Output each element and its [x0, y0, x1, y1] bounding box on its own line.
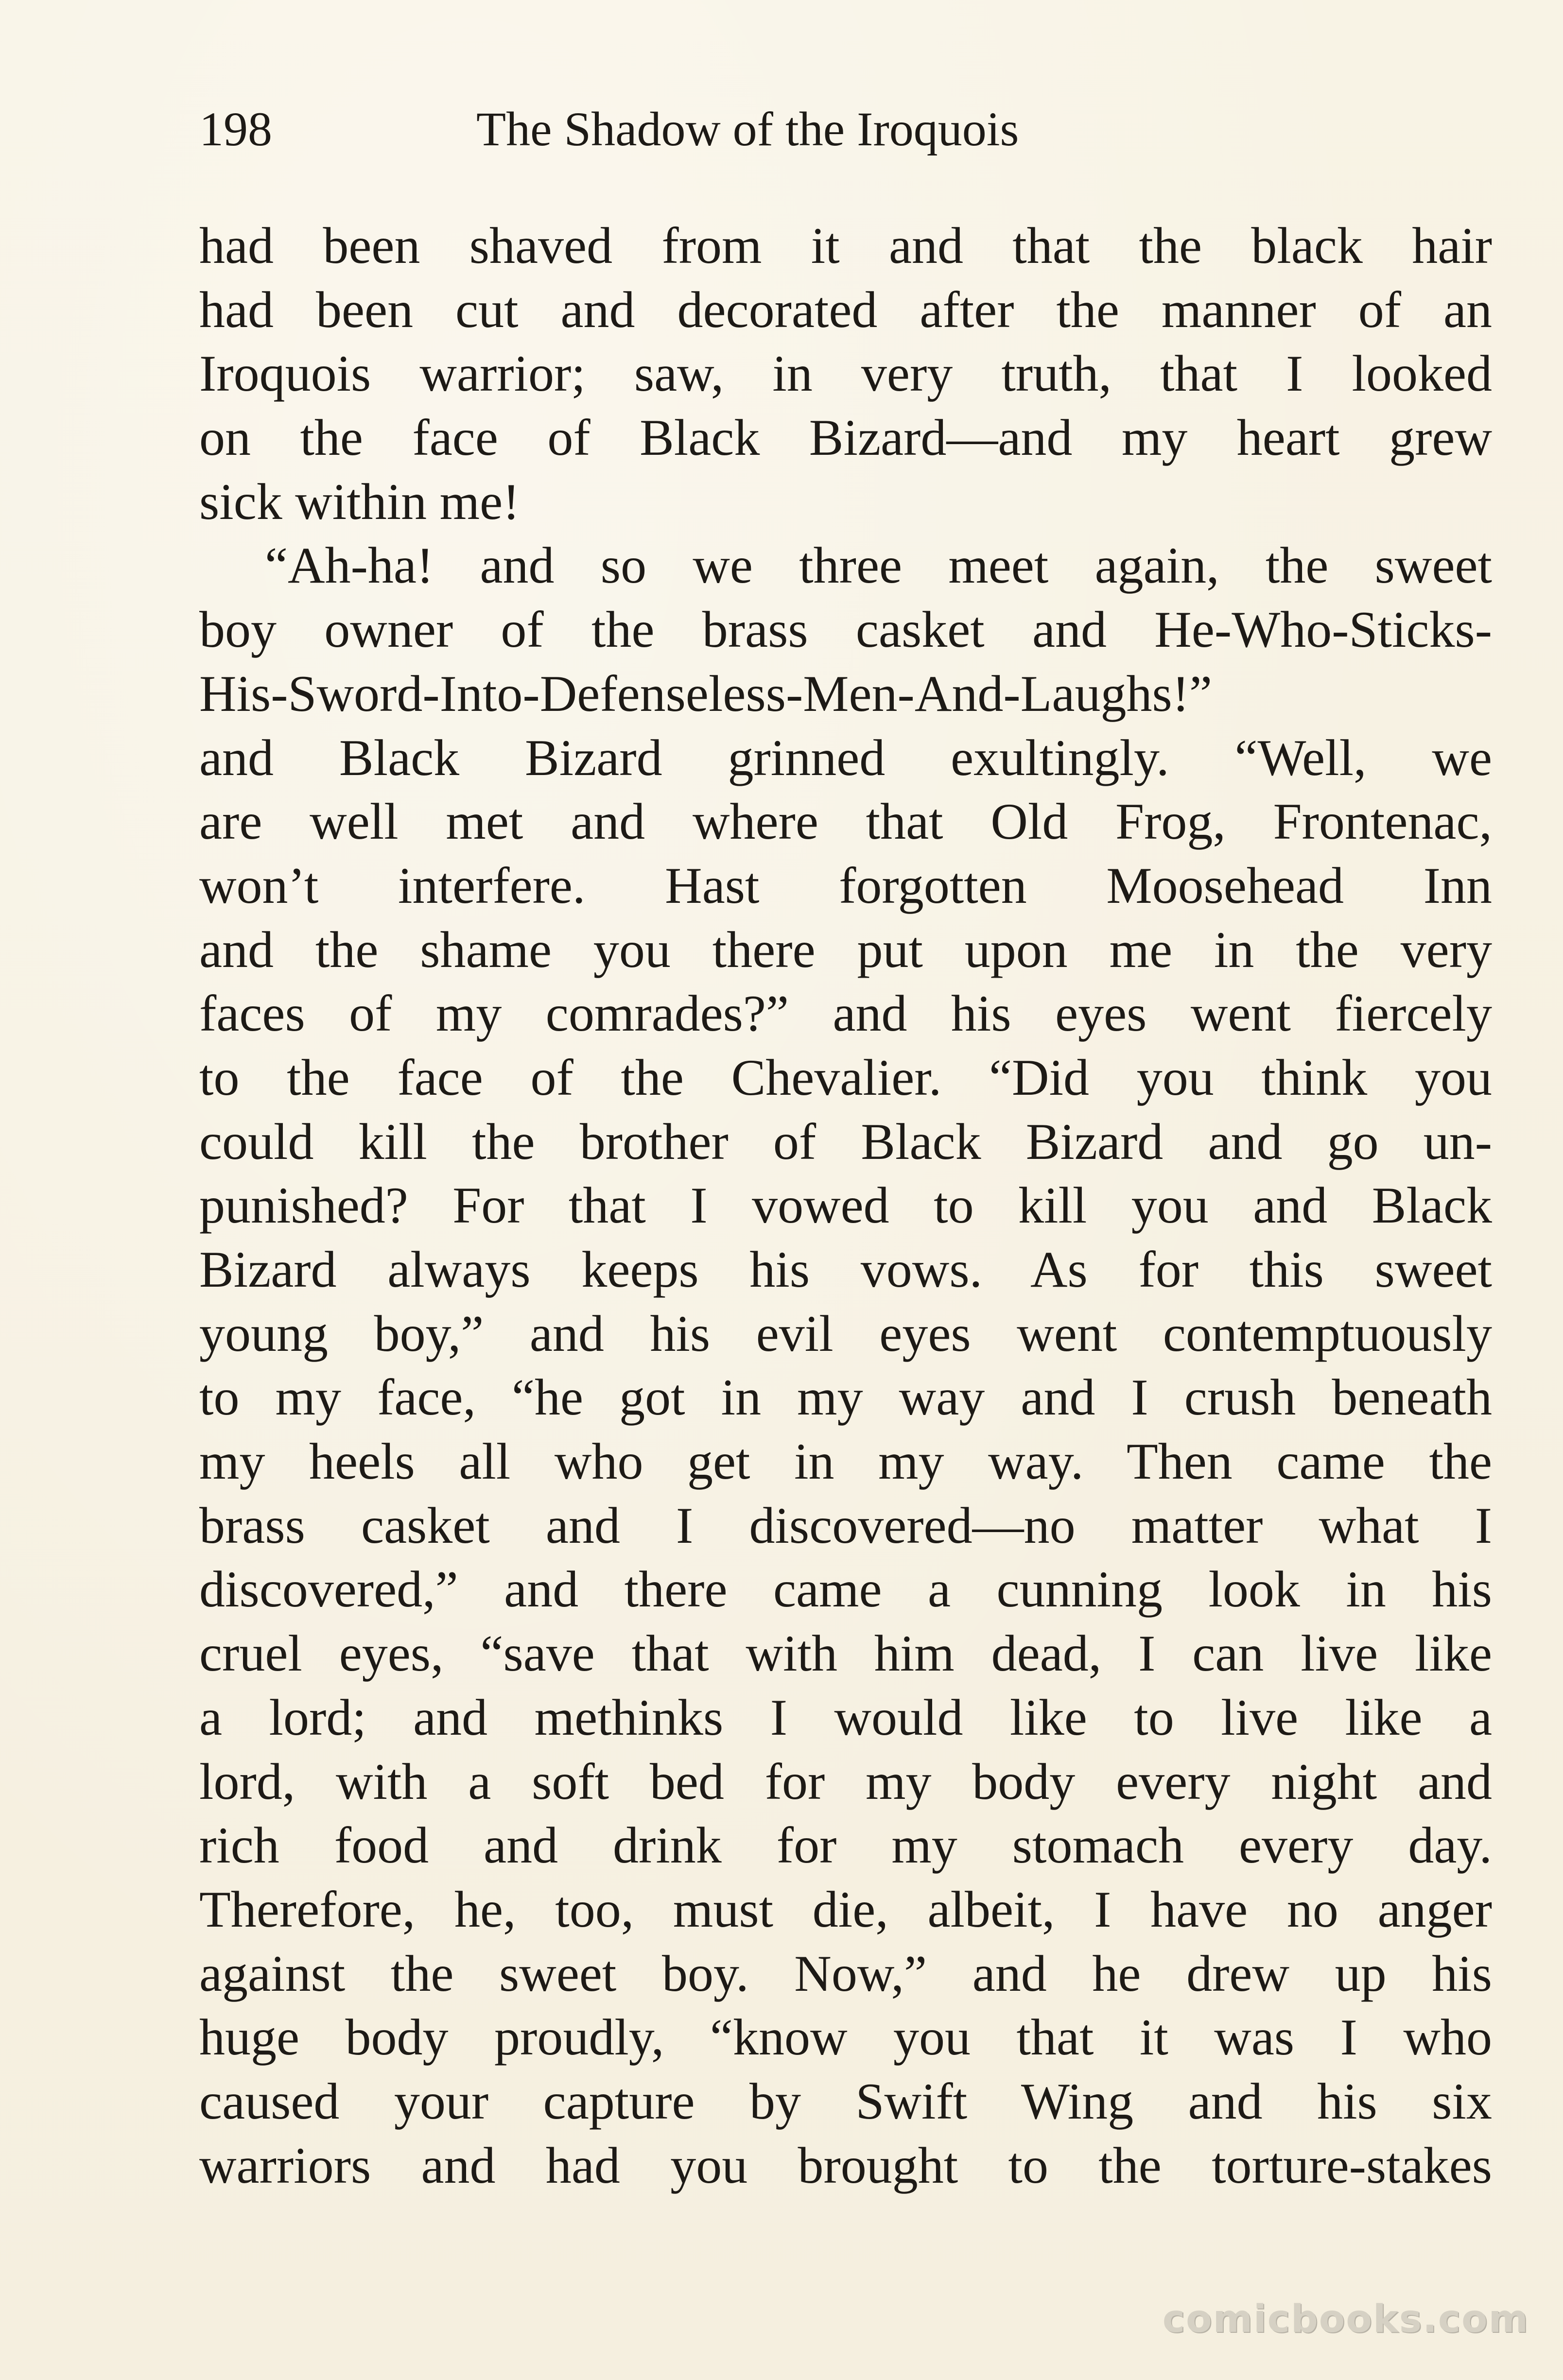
- text-line: to the face of the Chevalier. “Did you think you: [199, 1049, 1492, 1106]
- text-line: had been cut and decorated after the manner of an: [199, 281, 1492, 338]
- text-line: punished? For that I vowed to kill you and Black: [199, 1177, 1492, 1234]
- text-line: Iroquois warrior; saw, in very truth, that I looked: [199, 345, 1492, 402]
- text-line: are well met and where that Old Frog, Frontenac,: [199, 793, 1492, 850]
- page-header: [199, 95, 1502, 163]
- text-line: to my face, “he got in my way and I crush beneath: [199, 1369, 1492, 1426]
- watermark: comicbooks.com: [1162, 2297, 1529, 2341]
- text-line: sick within me!: [199, 473, 520, 530]
- text-line: against the sweet boy. Now,” and he drew up his: [199, 1945, 1492, 2002]
- text-line: on the face of Black Bizard—and my heart grew: [199, 409, 1492, 466]
- text-line: a lord; and methinks I would like to live like a: [199, 1689, 1492, 1746]
- text-line: huge body proudly, “know you that it was I who: [199, 2009, 1492, 2066]
- text-line: won’t interfere. Hast forgotten Moosehead Inn: [199, 857, 1492, 914]
- text-line: discovered,” and there came a cunning look in his: [199, 1561, 1492, 1618]
- text-line: had been shaved from it and that the black hair: [199, 217, 1492, 274]
- text-line: cruel eyes, “save that with him dead, I can live like: [199, 1625, 1492, 1682]
- page-number: 198: [199, 102, 272, 156]
- text-line: rich food and drink for my stomach every day.: [199, 1817, 1492, 1874]
- text-line: and Black Bizard grinned exultingly. “Well, we: [199, 729, 1492, 786]
- text-line: young boy,” and his evil eyes went contemptuously: [199, 1305, 1492, 1362]
- text-line: lord, with a soft bed for my body every night and: [199, 1753, 1492, 1810]
- text-line: could kill the brother of Black Bizard and go un-: [199, 1113, 1492, 1170]
- text-line: faces of my comrades?” and his eyes went fiercely: [199, 985, 1492, 1042]
- text-line: His-Sword-Into-Defenseless-Men-And-Laughs!”: [199, 665, 1213, 722]
- text-line: “Ah-ha! and so we three meet again, the sweet: [265, 537, 1492, 594]
- running-title: The Shadow of the Iroquois: [476, 102, 1019, 156]
- text-line: my heels all who get in my way. Then came the: [199, 1433, 1492, 1490]
- text-line: brass casket and I discovered—no matter what I: [199, 1497, 1492, 1554]
- body-text: [199, 214, 1492, 2197]
- text-line: Bizard always keeps his vows. As for this sweet: [199, 1241, 1492, 1298]
- text-line: boy owner of the brass casket and He-Who-Sticks-: [199, 601, 1492, 658]
- text-line: caused your capture by Swift Wing and his six: [199, 2072, 1492, 2130]
- text-line: and the shame you there put upon me in the very: [199, 921, 1492, 978]
- text-line: warriors and had you brought to the torture-stakes: [199, 2137, 1492, 2194]
- text-line: Therefore, he, too, must die, albeit, I have no anger: [199, 1880, 1492, 1938]
